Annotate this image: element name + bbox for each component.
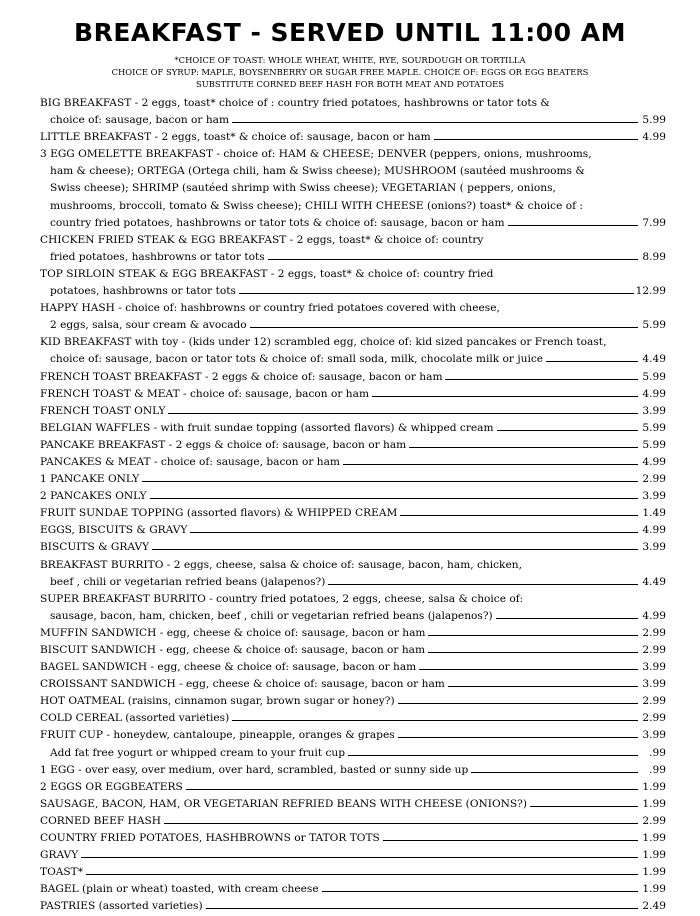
- menu-item-line: [40, 386, 666, 403]
- menu-item: [40, 625, 666, 642]
- menu-item-line: [40, 642, 666, 659]
- menu-item: [40, 813, 666, 830]
- menu-item-line: [40, 369, 666, 386]
- menu-item-text: sausage, bacon, ham, chicken, beef , chili or vegetarian refried beans (jalapenos?): [50, 609, 493, 622]
- menu-item-line: [40, 420, 666, 437]
- menu-item: [40, 898, 666, 915]
- menu-item-line: [40, 574, 666, 591]
- menu-item-line: [40, 266, 666, 283]
- menu-item-text: FRENCH TOAST BREAKFAST - 2 eggs & choice of: sausage, bacon or ham: [40, 370, 443, 383]
- menu-item-line: [40, 471, 666, 488]
- price-leader-line: [268, 259, 638, 260]
- price-leader-line: [206, 908, 638, 909]
- syrup-egg-choice-note: CHOICE OF SYRUP: MAPLE, BOYSENBERRY OR SUGAR FREE MAPLE. CHOICE OF: EGGS OR EGG BEATERS: [111, 67, 589, 77]
- menu-item-text: BISCUIT SANDWICH - egg, cheese & choice of: sausage, bacon or ham: [40, 644, 426, 656]
- menu-item-price: 4.99: [642, 387, 666, 400]
- price-leader-line: [383, 840, 638, 841]
- menu-item-line: [40, 95, 666, 112]
- menu-item-text: BIG BREAKFAST - 2 eggs, toast* choice of : country fried potatoes, hashbrowns or tator tots &: [40, 97, 550, 109]
- menu-item-price: 3.99: [642, 490, 666, 503]
- menu-item-price: 1.99: [642, 832, 666, 845]
- menu-item: [40, 386, 666, 403]
- menu-item-text: potatoes, hashbrowns or tator tots: [50, 285, 236, 298]
- menu-item-text: BAGEL SANDWICH - egg, cheese & choice of: sausage, bacon or ham: [40, 661, 417, 674]
- menu-item-price: 5.99: [642, 319, 666, 332]
- menu-item: [40, 830, 666, 847]
- menu-item: [40, 864, 666, 881]
- menu-item-text: BELGIAN WAFFLES - with fruit sundae topping (assorted flavors) & whipped cream: [40, 421, 494, 434]
- price-leader-line: [496, 618, 638, 619]
- menu-item-text: 2 eggs, salsa, sour cream & avocado: [50, 319, 247, 332]
- price-leader-line: [428, 652, 638, 653]
- menu-item: [40, 437, 666, 454]
- menu-item-line: [40, 898, 666, 915]
- menu-item: [40, 95, 666, 129]
- menu-item-text: GRAVY: [40, 849, 79, 862]
- menu-item-text: MUFFIN SANDWICH - egg, cheese & choice of: sausage, bacon or ham: [40, 626, 426, 639]
- menu-item-text: LITTLE BREAKFAST - 2 eggs, toast* & choice of: sausage, bacon or ham: [40, 131, 431, 144]
- menu-item-price: 1.49: [642, 507, 666, 520]
- menu-item-line: [40, 488, 666, 505]
- menu-item: [40, 488, 666, 505]
- menu-item-price: 2.99: [642, 695, 666, 708]
- menu-item-price: 4.49: [642, 575, 666, 588]
- menu-item-line: [40, 129, 666, 146]
- menu-item: [40, 334, 666, 368]
- menu-title: BREAKFAST - SERVED UNTIL 11:00 AM: [74, 18, 626, 47]
- menu-item-line: [40, 403, 666, 420]
- menu-item-price: 2.99: [642, 473, 666, 486]
- menu-item: [40, 146, 666, 231]
- menu-item-price: 1.99: [642, 866, 666, 879]
- menu-item-text: choice of: sausage, bacon or tator tots & choice of: small soda, milk, chocolate milk or juice: [50, 353, 544, 366]
- menu-item-line: [40, 249, 666, 266]
- menu-item-line: [40, 215, 666, 232]
- menu-item-price: 5.99: [642, 438, 666, 451]
- menu-item: [40, 557, 666, 591]
- menu-item-line: [40, 454, 666, 471]
- menu-item-price: 7.99: [642, 216, 666, 229]
- menu-item-text: Swiss cheese); SHRIMP (sautéed shrimp with Swiss cheese); VEGETARIAN ( peppers, onions,: [50, 182, 556, 195]
- menu-item-line: [40, 727, 666, 744]
- menu-item-text: FRENCH TOAST & MEAT - choice of: sausage, bacon or ham: [40, 387, 369, 400]
- menu-item-text: CHICKEN FRIED STEAK & EGG BREAKFAST - 2 eggs, toast* & choice of: country: [40, 233, 484, 246]
- menu-item-text: 2 EGGS OR EGGBEATERS: [40, 780, 183, 793]
- menu-item-text: 3 EGG OMELETTE BREAKFAST - choice of: HAM & CHEESE; DENVER (peppers, onions, mushrooms,: [40, 148, 592, 161]
- menu-item-line: [40, 163, 666, 180]
- menu-item-price: 2.99: [642, 814, 666, 827]
- menu-item-text: 1 PANCAKE ONLY: [40, 473, 140, 486]
- menu-item-line: [40, 676, 666, 693]
- toast-choice-note: *CHOICE OF TOAST: WHOLE WHEAT, WHITE, RYE, SOURDOUGH OR TORTILLA: [174, 55, 526, 65]
- menu-item-line: [40, 198, 666, 215]
- menu-item-text: choice of: sausage, bacon or ham: [50, 114, 230, 127]
- menu-item-price: 12.99: [635, 285, 666, 298]
- menu-item: [40, 796, 666, 813]
- price-leader-line: [497, 430, 638, 431]
- menu-item-text: ham & cheese); ORTEGA (Ortega chili, ham & Swiss cheese); MUSHROOM (sautéed mushrooms &: [50, 165, 585, 178]
- menu-item-text: PANCAKES & MEAT - choice of: sausage, bacon or ham: [40, 455, 340, 468]
- menu-item-text: COLD CEREAL (assorted varieties): [40, 712, 230, 725]
- menu-item-text: PANCAKE BREAKFAST - 2 eggs & choice of: sausage, bacon or ham: [40, 438, 407, 451]
- menu-item-price: 2.49: [642, 900, 666, 913]
- menu-item-text: TOP SIRLOIN STEAK & EGG BREAKFAST - 2 eggs, toast* & choice of: country fried: [40, 267, 494, 280]
- menu-item-line: [40, 283, 666, 300]
- menu-item-line: [40, 146, 666, 163]
- menu-item-text: mushrooms, broccoli, tomato & Swiss cheese); CHILI WITH CHEESE (onions?) toast* & choice of :: [50, 199, 583, 212]
- menu-item-price: .99: [649, 746, 666, 759]
- menu-item-line: [40, 112, 666, 129]
- menu-item-text: BISCUITS & GRAVY: [40, 541, 150, 554]
- price-leader-line: [152, 549, 638, 550]
- menu-item-price: 3.99: [642, 729, 666, 742]
- menu-item-price: 1.99: [642, 780, 666, 793]
- menu-item-line: [40, 608, 666, 625]
- menu-item-price: 3.99: [642, 661, 666, 674]
- price-leader-line: [434, 139, 638, 140]
- price-leader-line: [232, 122, 638, 123]
- menu-item-price: 2.99: [642, 712, 666, 725]
- menu-item-text: EGGS, BISCUITS & GRAVY: [40, 524, 188, 537]
- price-leader-line: [372, 396, 638, 397]
- menu-item-price: 1.99: [642, 883, 666, 896]
- menu-item: [40, 710, 666, 727]
- menu-item-price: 2.99: [642, 626, 666, 639]
- menu-item-line: [40, 317, 666, 334]
- menu-item-line: [40, 710, 666, 727]
- menu-item-price: 3.99: [642, 541, 666, 554]
- price-leader-line: [328, 584, 638, 585]
- menu-item-text: Add fat free yogurt or whipped cream to your fruit cup: [50, 746, 346, 759]
- menu-item-price: 4.49: [642, 353, 666, 366]
- menu-item-line: [40, 591, 666, 608]
- price-leader-line: [546, 361, 638, 362]
- menu-item-line: [40, 351, 666, 368]
- menu-item-text: COUNTRY FRIED POTATOES, HASHBROWNS or TATOR TOTS: [40, 832, 380, 845]
- menu-item-text: 1 EGG - over easy, over medium, over hard, scrambled, basted or sunny side up: [40, 763, 469, 776]
- price-leader-line: [428, 635, 638, 636]
- menu-item-price: 4.99: [642, 455, 666, 468]
- menu-item-line: [40, 334, 666, 351]
- price-leader-line: [150, 498, 638, 499]
- menu-item: [40, 591, 666, 625]
- menu-item: [40, 762, 666, 779]
- menu-item: [40, 232, 666, 266]
- menu-item: [40, 266, 666, 300]
- menu-item-line: [40, 693, 666, 710]
- menu-item-price: .99: [649, 763, 666, 776]
- price-leader-line: [343, 464, 638, 465]
- price-leader-line: [445, 379, 638, 380]
- menu-item-line: [40, 300, 666, 317]
- price-leader-line: [186, 789, 638, 790]
- menu-item-text: FRUIT CUP - honeydew, cantaloupe, pineapple, oranges & grapes: [40, 729, 395, 742]
- menu-item-line: [40, 830, 666, 847]
- menu-item-price: 8.99: [642, 250, 666, 263]
- menu-item-price: 3.99: [642, 678, 666, 691]
- menu-item-text: CROISSANT SANDWICH - egg, cheese & choice of: sausage, bacon or ham: [40, 678, 445, 691]
- price-leader-line: [168, 413, 638, 414]
- menu-item-text: HOT OATMEAL (raisins, cinnamon sugar, brown sugar or honey?): [40, 695, 395, 708]
- menu-item-text: BREAKFAST BURRITO - 2 eggs, cheese, salsa & choice of: sausage, bacon, ham, chicken,: [40, 558, 522, 571]
- price-leader-line: [142, 481, 638, 482]
- menu-item: [40, 420, 666, 437]
- menu-item: [40, 539, 666, 556]
- menu-item: [40, 727, 666, 744]
- menu-item: [40, 403, 666, 420]
- price-leader-line: [398, 703, 638, 704]
- menu-item-text: fried potatoes, hashbrowns or tator tots: [50, 250, 265, 263]
- menu-item-text: SUPER BREAKFAST BURRITO - country fried potatoes, 2 eggs, cheese, salsa & choice of:: [40, 592, 524, 605]
- price-leader-line: [232, 720, 638, 721]
- menu-item-text: CORNED BEEF HASH: [40, 814, 161, 827]
- menu-item-line: [40, 522, 666, 539]
- menu-item-line: [40, 437, 666, 454]
- menu-item: [40, 779, 666, 796]
- price-leader-line: [471, 772, 638, 773]
- menu-item-price: 4.99: [642, 131, 666, 144]
- menu-item-line: [40, 779, 666, 796]
- price-leader-line: [81, 857, 638, 858]
- menu-item-line: [40, 557, 666, 574]
- menu-item: [40, 471, 666, 488]
- menu-item-text: FRENCH TOAST ONLY: [40, 404, 166, 417]
- price-leader-line: [348, 755, 638, 756]
- substitute-note: SUBSTITUTE CORNED BEEF HASH FOR BOTH MEAT AND POTATOES: [195, 79, 505, 89]
- price-leader-line: [409, 447, 638, 448]
- menu-item-line: [40, 864, 666, 881]
- menu-item-line: [40, 745, 666, 762]
- menu-item: [40, 300, 666, 334]
- menu-item-price: 1.99: [642, 849, 666, 862]
- menu-item-text: FRUIT SUNDAE TOPPING (assorted flavors) & WHIPPED CREAM: [40, 507, 398, 520]
- menu-item: [40, 847, 666, 864]
- menu-item: [40, 642, 666, 659]
- menu-item-price: 1.99: [642, 797, 666, 810]
- menu-item-text: KID BREAKFAST with toy - (kids under 12) scrambled egg, choice of: kid sized pancakes or French toast,: [40, 336, 607, 349]
- menu-item-text: country fried potatoes, hashbrowns or tator tots & choice of: sausage, bacon or ham: [50, 216, 505, 229]
- menu-item-line: [40, 180, 666, 197]
- menu-item: [40, 129, 666, 146]
- menu-item-line: [40, 762, 666, 779]
- price-leader-line: [164, 823, 638, 824]
- menu-item-line: [40, 232, 666, 249]
- menu-item-text: beef , chili or vegetarian refried beans (jalapenos?): [50, 575, 326, 588]
- price-leader-line: [239, 293, 634, 294]
- menu-item-line: [40, 505, 666, 522]
- menu-item-text: TOAST*: [40, 866, 84, 879]
- menu-item-text: BAGEL (plain or wheat) toasted, with cream cheese: [40, 883, 319, 896]
- menu-item: [40, 369, 666, 386]
- price-leader-line: [86, 874, 638, 875]
- price-leader-line: [448, 686, 638, 687]
- menu-item-price: 3.99: [642, 404, 666, 417]
- menu-item: [40, 693, 666, 710]
- price-leader-line: [322, 891, 638, 892]
- price-leader-line: [419, 669, 638, 670]
- menu-item-text: SAUSAGE, BACON, HAM, OR VEGETARIAN REFRIED BEANS WITH CHEESE (ONIONS?): [40, 797, 527, 810]
- menu-list: [40, 95, 666, 916]
- menu-item: [40, 454, 666, 471]
- menu-item-line: [40, 625, 666, 642]
- menu-item-text: 2 PANCAKES ONLY: [40, 490, 147, 503]
- menu-item-price: 5.99: [642, 421, 666, 434]
- menu-item-text: HAPPY HASH - choice of: hashbrowns or country fried potatoes covered with cheese,: [40, 302, 500, 315]
- menu-item-line: [40, 796, 666, 813]
- menu-item: [40, 505, 666, 522]
- menu-item-price: 5.99: [642, 114, 666, 127]
- price-leader-line: [398, 737, 638, 738]
- price-leader-line: [508, 225, 638, 226]
- price-leader-line: [530, 806, 638, 807]
- price-leader-line: [400, 515, 638, 516]
- menu-item-price: 2.99: [642, 644, 666, 656]
- menu-item-line: [40, 659, 666, 676]
- menu-item-price: 4.99: [642, 524, 666, 537]
- menu-item-text: PASTRIES (assorted varieties): [40, 900, 203, 913]
- menu-item-line: [40, 539, 666, 556]
- menu-item: [40, 659, 666, 676]
- menu-item-price: 4.99: [642, 609, 666, 622]
- menu-item-line: [40, 813, 666, 830]
- menu-item: [40, 745, 666, 762]
- menu-item: [40, 522, 666, 539]
- menu-item-line: [40, 847, 666, 864]
- menu-item: [40, 676, 666, 693]
- price-leader-line: [190, 532, 638, 533]
- menu-item-price: 5.99: [642, 370, 666, 383]
- price-leader-line: [250, 327, 638, 328]
